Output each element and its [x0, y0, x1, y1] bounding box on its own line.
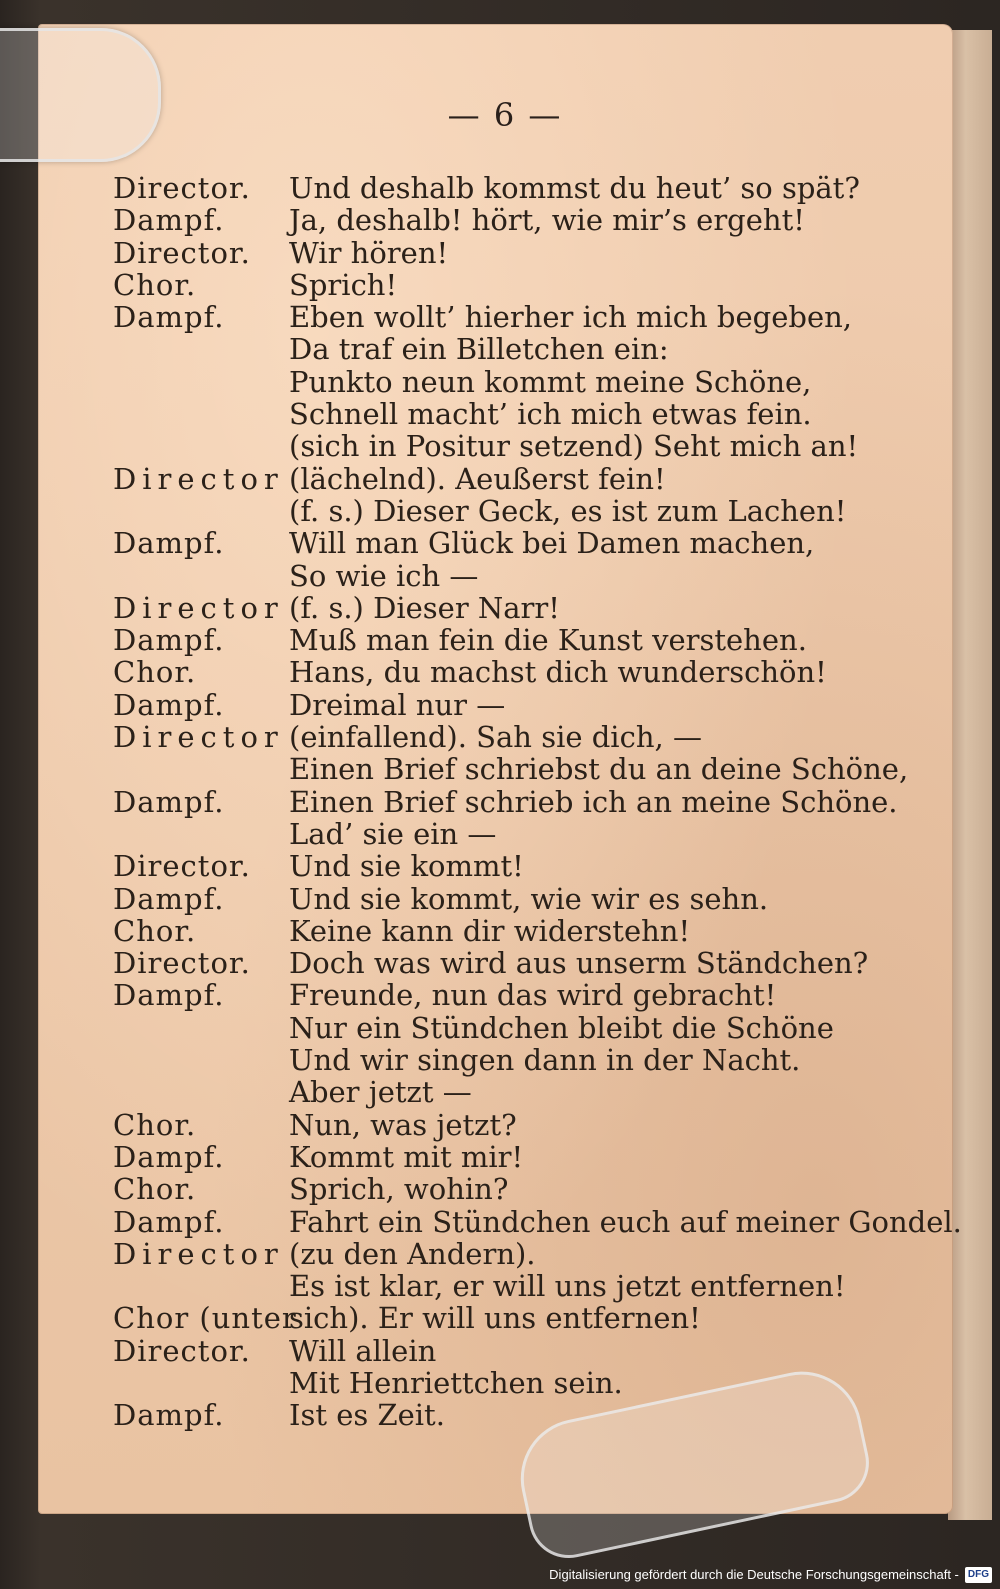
speaker-name: Director. — [113, 1333, 251, 1368]
dialogue-line — [113, 1204, 962, 1239]
speaker-name: Director. — [113, 235, 251, 270]
dialogue-line — [113, 1270, 903, 1302]
speaker-name: Chor. — [113, 1172, 197, 1207]
line-text: Ja, deshalb! hört, wie mir’s ergeht! — [289, 203, 805, 238]
line-text: Und wir singen dann in der Nacht. — [289, 1043, 801, 1078]
speaker-name: Dampf. — [113, 687, 225, 722]
page-clip-top — [0, 28, 161, 162]
speaker-name: Dampf. — [113, 978, 225, 1013]
speaker-name: Dampf. — [113, 881, 225, 916]
dialogue-line — [113, 527, 903, 559]
dialogue-line — [113, 1012, 903, 1044]
dialogue-line — [113, 495, 903, 527]
line-text: Einen Brief schrieb ich an meine Schöne. — [289, 784, 898, 819]
dialogue-line — [113, 1044, 903, 1076]
dialogue-line — [113, 1302, 903, 1334]
speaker-name: Director. — [113, 946, 251, 981]
dialogue-line — [113, 301, 903, 333]
dialogue-line — [113, 398, 903, 430]
dialogue-line — [113, 1076, 903, 1108]
speaker-name: Director — [113, 720, 284, 755]
speaker-name: Chor. — [113, 913, 197, 948]
speaker-name: Dampf. — [113, 300, 225, 335]
speaker-name: Chor (unter — [113, 1301, 297, 1336]
dialogue-line — [113, 1335, 903, 1367]
line-text: Eben wollt’ hierher ich mich begeben, — [289, 300, 853, 335]
speaker-name: Director — [113, 1236, 284, 1271]
line-text: Fahrt ein Stündchen euch auf meiner Gondel. — [289, 1204, 962, 1239]
dialogue-line — [113, 656, 903, 688]
dialogue-line — [113, 979, 903, 1011]
line-text: Und sie kommt! — [289, 849, 524, 884]
dialogue-line — [113, 883, 903, 915]
dialogue-line — [113, 850, 903, 882]
line-text: Doch was wird aus unserm Ständchen? — [289, 946, 869, 981]
speaker-name: Dampf. — [113, 1139, 225, 1174]
dialogue-line — [113, 721, 903, 753]
page-number: — 6 — — [447, 96, 563, 134]
dialogue-line — [113, 333, 903, 365]
dialogue-line — [113, 560, 903, 592]
line-text: Es ist klar, er will uns jetzt entfernen! — [289, 1269, 846, 1304]
speaker-name: Director. — [113, 849, 251, 884]
line-text: So wie ich — — [289, 558, 479, 593]
line-text: Hans, du machst dich wunderschön! — [289, 655, 827, 690]
line-text: Mit Henriettchen sein. — [289, 1365, 623, 1400]
dialogue-line — [113, 1238, 903, 1270]
adjacent-page-edge — [948, 30, 992, 1520]
dialogue-line — [113, 1109, 903, 1141]
speaker-name: Chor. — [113, 655, 197, 690]
line-text: (zu den Andern). — [289, 1236, 536, 1271]
dialogue-line — [113, 592, 903, 624]
speaker-name: Dampf. — [113, 1398, 225, 1433]
line-text: Lad’ sie ein — — [289, 816, 497, 851]
speaker-name: Dampf. — [113, 526, 225, 561]
line-text: Nur ein Stündchen bleibt die Schöne — [289, 1010, 834, 1045]
dialogue-line — [113, 463, 903, 495]
dialogue-line — [113, 1141, 903, 1173]
dialogue-line — [113, 172, 903, 204]
digitization-credit — [549, 1563, 992, 1587]
line-text: Schnell macht’ ich mich etwas fein. — [289, 397, 812, 432]
dialogue-line — [113, 786, 903, 818]
dialogue-line — [113, 624, 903, 656]
line-text: Muß man fein die Kunst verstehen. — [289, 623, 807, 658]
dialogue-line — [113, 752, 909, 787]
line-text: Da traf ein Billetchen ein: — [289, 332, 669, 367]
dialogue-line — [113, 689, 903, 721]
line-text: Punkto neun kommt meine Schöne, — [289, 364, 812, 399]
line-text: Wir hören! — [289, 235, 449, 270]
dialogue-line — [113, 366, 903, 398]
speaker-name: Chor. — [113, 267, 197, 302]
credit-text: Digitalisierung gefördert durch die Deutsche Forschungsgemeinschaft - — [549, 1567, 959, 1582]
line-text: (sich in Positur setzend) Seht mich an! — [289, 429, 859, 464]
dialogue-line — [113, 947, 903, 979]
speaker-name: Dampf. — [113, 784, 225, 819]
line-text: (einfallend). Sah sie dich, — — [289, 720, 702, 755]
line-text: Sprich! — [289, 267, 398, 302]
line-text: (f. s.) Dieser Narr! — [289, 590, 560, 625]
line-text: Und deshalb kommst du heut’ so spät? — [289, 171, 860, 205]
dfg-logo: DFG — [965, 1567, 992, 1583]
speaker-name: Dampf. — [113, 623, 225, 658]
line-text: Und sie kommt, wie wir es sehn. — [289, 881, 769, 916]
dialogue-text — [113, 171, 962, 1433]
line-text: Einen Brief schriebst du an deine Schöne, — [289, 752, 909, 787]
speaker-name: Dampf. — [113, 203, 225, 238]
speaker-name: Chor. — [113, 1107, 197, 1142]
line-text: Ist es Zeit. — [289, 1398, 445, 1433]
dialogue-line — [113, 269, 903, 301]
line-text: (lächelnd). Aeußerst fein! — [289, 461, 666, 496]
line-text: sich). Er will uns entfernen! — [289, 1301, 701, 1336]
line-text: Keine kann dir widerstehn! — [289, 913, 691, 948]
dialogue-line — [113, 818, 903, 850]
speaker-name: Director — [113, 590, 284, 625]
dialogue-line — [113, 204, 903, 236]
speaker-name: Director. — [113, 171, 251, 205]
line-text: Sprich, wohin? — [289, 1172, 509, 1207]
dialogue-line — [113, 1173, 903, 1205]
line-text: Will allein — [289, 1333, 437, 1368]
line-text: Will man Glück bei Damen machen, — [289, 526, 815, 561]
line-text: Nun, was jetzt? — [289, 1107, 517, 1142]
dialogue-line — [113, 237, 903, 269]
line-text: Aber jetzt — — [289, 1075, 472, 1110]
dialogue-line — [113, 915, 903, 947]
line-text: Dreimal nur — — [289, 687, 506, 722]
speaker-name: Director — [113, 461, 284, 496]
line-text: Kommt mit mir! — [289, 1139, 524, 1174]
dialogue-line — [113, 430, 903, 462]
speaker-name: Dampf. — [113, 1204, 225, 1239]
line-text: (f. s.) Dieser Geck, es ist zum Lachen! — [289, 493, 847, 528]
line-text: Freunde, nun das wird gebracht! — [289, 978, 777, 1013]
